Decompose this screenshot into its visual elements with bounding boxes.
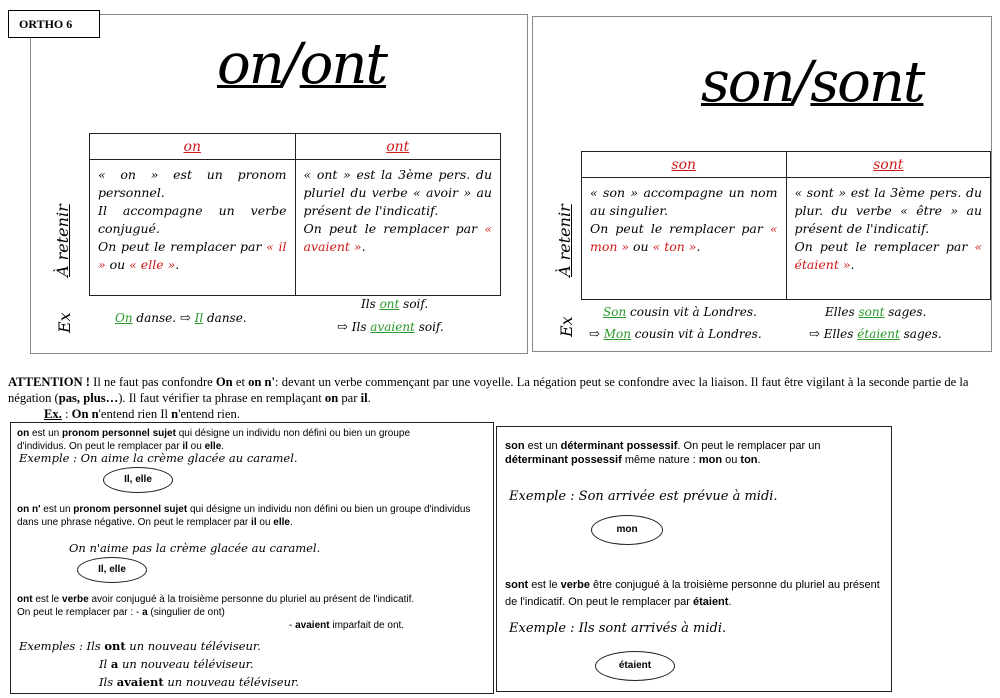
son-paragraph: son est un déterminant possessif. On peut le remplacer par un déterminant possessif même nature : mon ou ton. [505, 440, 821, 466]
on-paragraph: on est un pronom personnel sujet qui désigne un individu non défini ou bien un groupe d'individus. On peut le remplacer par il ou elle. [17, 428, 411, 452]
ont-example-1: Ils ont soif. [361, 297, 429, 311]
cloud-il-elle-2: Il, elle [77, 557, 147, 583]
title-ont: ont [299, 32, 386, 97]
son-sont-panel [532, 16, 992, 352]
title-slash: / [282, 32, 300, 97]
ex-label-2: Ex [557, 316, 576, 337]
ont-example-b: Il a un nouveau téléviseur. [99, 657, 254, 671]
on-ont-title [217, 32, 386, 97]
on-ont-details-box [10, 422, 494, 694]
col-sont: sont [786, 152, 991, 178]
attention-example: Ex. : On n'entend rien Il n'entend rien. [44, 407, 240, 421]
son-example-2: ⇨ Mon cousin vit à Londres. [589, 327, 762, 342]
ont-example-c: Ils avaient un nouveau téléviseur. [99, 675, 299, 689]
sont-example-2: ⇨ Elles étaient sages. [809, 327, 942, 342]
col-ont: ont [295, 134, 501, 160]
sont-definition: « sont » est la 3ème pers. du plur. du verbe « être » au présent de l'indicatif. On peut le remplacer par « étaient ». [786, 178, 991, 300]
title-on: on [217, 32, 283, 97]
ont-example-2: ⇨ Ils avaient soif. [337, 320, 444, 335]
ont-paragraph: ont est le verbe avoir conjugué à la troisième personne du pluriel au présent de l'indicatif. On peut le remplacer par : - a (singulier de ont) [17, 594, 415, 618]
sont-example-1: Elles sont sages. [825, 305, 927, 319]
cloud-mon: mon [591, 515, 663, 545]
attention-paragraph: ATTENTION ! Il ne faut pas confondre On et on n': devant un verbe commençant par une voyelle. La négation peut se confondre avec la liaison. Il faut être vigilant à la seconde partie de la négation (pas, plus…). Il faut vérifier ta phrase en remplaçant on par il. [8, 375, 969, 405]
col-son: son [582, 152, 787, 178]
son-sont-details-box [496, 426, 892, 692]
cloud-etaient: étaient [595, 651, 675, 681]
ont-example-a: Exemples : Ils ont un nouveau téléviseur. [19, 639, 261, 653]
sont-cursive-example: Exemple : Ils sont arrivés à midi. [509, 621, 727, 636]
a-retenir-label-2: À retenir [555, 204, 574, 277]
cloud-il-elle-1: Il, elle [103, 467, 173, 493]
ont-paragraph-line2: - avaient imparfait de ont. [289, 620, 405, 631]
on-cursive-example: Exemple : On aime la crème glacée au caramel. [19, 451, 298, 465]
on-example: On danse. ⇨ Il danse. [115, 311, 247, 326]
sont-paragraph: sont est le verbe être conjugué à la troisième personne du pluriel au présent de l'indicatif. On peut le remplacer par étaient. [505, 579, 880, 608]
col-on: on [90, 134, 296, 160]
on-n-cursive-example: On n'aime pas la crème glacée au caramel. [69, 541, 321, 555]
ortho-badge: ORTHO 6 [8, 10, 100, 38]
son-cursive-example: Exemple : Son arrivée est prévue à midi. [509, 489, 778, 504]
son-definition: « son » accompagne un nom au singulier. On peut le remplacer par « mon » ou « ton ». [582, 178, 787, 300]
on-ont-panel [30, 14, 528, 354]
on-definition: « on » est un pronom personnel. Il accompagne un verbe conjugué. On peut le remplacer par « il » ou « elle ». [90, 160, 296, 296]
on-ont-table [89, 133, 501, 296]
a-retenir-label: À retenir [53, 204, 72, 277]
ex-label: Ex [55, 312, 74, 333]
son-sont-table [581, 151, 991, 300]
on-n-paragraph: on n' est un pronom personnel sujet qui désigne un individu non défini ou bien un groupe d'individus dans une phrase négative. On peut le remplacer par il ou elle. [17, 504, 471, 528]
son-example-1: Son cousin vit à Londres. [603, 305, 757, 319]
son-sont-title: son/sont [701, 50, 924, 115]
ont-definition: « ont » est la 3ème pers. du pluriel du verbe « avoir » au présent de l'indicatif. On peut le remplacer par « avaient ». [295, 160, 501, 296]
